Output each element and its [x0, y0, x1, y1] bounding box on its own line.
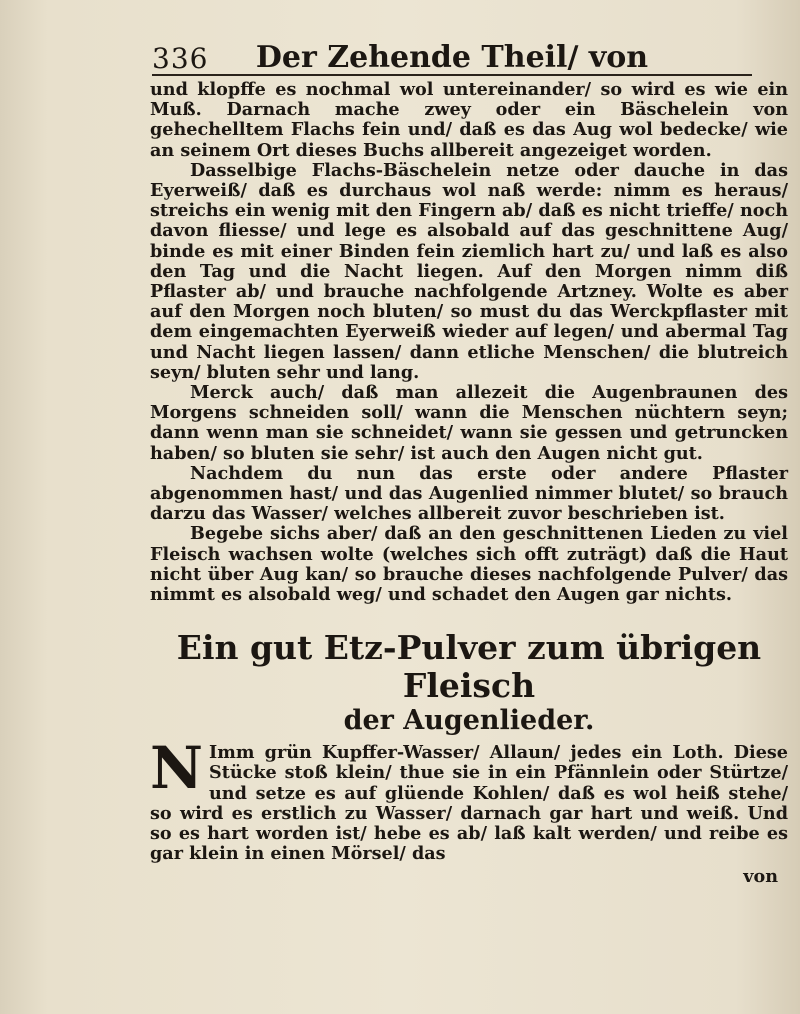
- recipe-text: Imm grün Kupffer-Wasser/ Allaun/ jedes ein Loth. Diese Stücke stoß klein/ thue sie in ein Pfännlein oder Stürtze/ und setze es auf glüende Kohlen/ daß es wol heiß stehe/ so wird es erstlich zu Wasser/ darnach gar hart und weiß. Und so es hart worden ist/ hebe es ab/ laß kalt werden/ und reibe es gar klein in einen Mörsel/ das: [150, 742, 788, 865]
- section-subheading: der Augenlieder.: [343, 705, 595, 737]
- paragraph-2: Dasselbige Flachs-Bäschelein netze oder dauche in das Eyerweiß/ daß es durchaus wol naß werde: nimm es heraus/ streichs ein wenig mit den Fingern ab/ daß es nicht trieffe/ noch davon fliesse/ und lege es alsobald auf das geschnittene Aug/ binde es mit einer Binden fein ziemlich hart zu/ und laß es also den Tag und die Nacht liegen. Auf den Morgen nimm diß Pflaster ab/ und brauche nachfolgende Artzney. Wolte es aber auf den Morgen noch bluten/ so must du das Werckpflaster mit dem eingemachten Eyerweiß wieder auf legen/ und abermal Tag und Nacht liegen lassen/ dann etliche Menschen/ die blutreich seyn/ bluten sehr und lang.: [150, 159, 788, 383]
- drop-cap: N: [150, 734, 204, 803]
- catchword: von: [743, 865, 778, 887]
- page-header: [152, 36, 752, 76]
- paragraph-4: Nachdem du nun das erste oder andere Pflaster abgenommen hast/ und das Augenlied nimmer blutet/ so brauch darzu das Wasser/ welches allbereit zuvor beschrieben ist.: [150, 462, 788, 525]
- paragraph-1: und klopffe es nochmal wol untereinander/ so wird es wie ein Muß. Darnach mache zwey oder ein Bäschelein von gehechelltem Flachs fein und/ daß es das Aug wol bedecke/ wie an seinem Ort dieses Buchs allbereit angezeiget worden.: [150, 79, 788, 161]
- recipe-paragraph: [150, 734, 788, 865]
- page-number: 336: [152, 42, 209, 75]
- paragraph-3: Merck auch/ daß man allezeit die Augenbraunen des Morgens schneiden soll/ wann die Menschen nüchtern seyn; dann wenn man sie schneidet/ wann sie gessen und getruncken haben/ so bluten sie sehr/ ist auch den Augen nicht gut.: [150, 382, 788, 464]
- paragraph-5: Begebe sichs aber/ daß an den geschnittenen Lieden zu viel Fleisch wachsen wolte (welches sich offt zuträgt) daß die Haut nicht über Aug kan/ so brauche dieses nachfolgende Pulver/ das nimmt es alsobald weg/ und schadet den Augen gar nichts.: [150, 523, 788, 606]
- section-heading: Ein gut Etz-Pulver zum übrigen Fleisch: [176, 628, 762, 706]
- page-body: [150, 80, 788, 887]
- running-head: Der Zehende Theil/ von: [255, 40, 649, 75]
